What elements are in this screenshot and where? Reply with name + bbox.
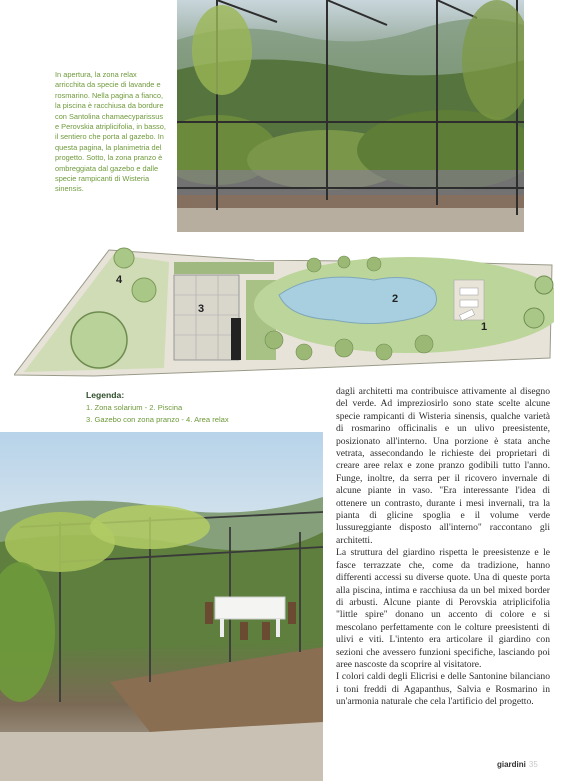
- article-paragraph: dagli architetti ma contribuisce attivamente al disegno del verde. Ad impreziosirlo sono state scelte alcune specie rampicanti di Wisteria sinensis, qualche varietà di rosmarino officinalis e un ulivo preesistente, posizionato all'interno. Una porzione è stata anche vetrata, assecondando le richieste dei proprietari di creare aree relax e zone pranzo godibili tutto l'anno. Funge, inoltre, da serra per il ricovero invernale di alcune piante in vaso. "Era interessante l'idea di ottenere un contrasto, durante i mesi invernali, tra la pianta di glicine spoglia e il volume verde lussureggiante disposto all'interno" raccontano gli architetti.: [336, 386, 550, 546]
- page-number: 35: [528, 760, 538, 769]
- article-body: [336, 386, 550, 709]
- top-caption: In apertura, la zona relax arricchita da specie di lavande e rosmarino. Nella pagina a fianco, la piscina è racchiusa da bordure con Santolina chamaecyparissus e Perovskia atriplicifolia, in basso, il sentiero che porta al gazebo. In questa pagina, la planimetria del progetto. Sotto, la zona pranzo è ombreggiata dal gazebo e dalle specie rampicanti di Wisteria sinensis.: [55, 70, 166, 194]
- plan-label-4: 4: [116, 274, 123, 286]
- photo-gazebo-dining-drawing: [0, 432, 323, 781]
- plan-label-1: 1: [481, 321, 488, 333]
- plan-label-2: 2: [392, 293, 399, 305]
- page-footer: [497, 760, 538, 769]
- plan-label-3: 3: [198, 303, 205, 315]
- legend-line: 3. Gazebo con zona pranzo - 4. Area relax: [86, 415, 229, 424]
- photo-pergola-relax: [177, 0, 524, 232]
- garden-plan-drawing: [14, 240, 554, 380]
- photo-gazebo-dining: [0, 432, 323, 781]
- photo-pergola-relax-drawing: [177, 0, 524, 232]
- article-paragraph: I colori caldi degli Elicrisi e delle Santonine bilanciano i toni freddi di Agapanthus, Salvia e Rosmarino in un'armonia naturale che cela l'artificio del progetto.: [336, 671, 550, 708]
- legend-title: Legenda:: [86, 390, 125, 400]
- footer-magazine-name: giardini: [497, 760, 526, 769]
- article-paragraph: La struttura del giardino rispetta le preesistenze e le fasce terrazzate che, come da tradizione, hanno differenti accessi su diverse quote. Una di queste porta alla piscina, intima e racchiusa da un bel mixed border di arbusti. Alcune piante di Perovskia atriplicifolia "little spire" donano un accento di colore e si mescolano perfettamente con le colture preesistenti di ulivi e viti. L'intento era articolare il giardino con sezioni che avessero funzioni specifiche, lasciando poi aree nascoste da scoprire al visitatore.: [336, 547, 550, 670]
- garden-plan: [14, 240, 554, 380]
- legend-line: 1. Zona solarium - 2. Piscina: [86, 403, 183, 412]
